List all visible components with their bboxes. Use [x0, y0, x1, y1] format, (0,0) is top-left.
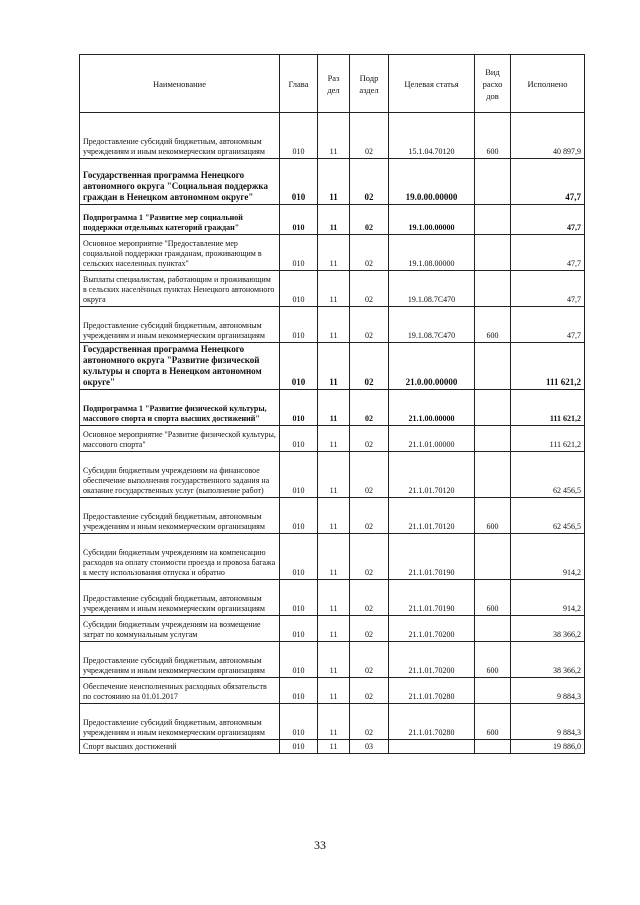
row-kind: 600: [475, 580, 511, 616]
row-kind: [475, 740, 511, 754]
row-chapter: 010: [280, 113, 318, 159]
row-subsection: 02: [350, 271, 389, 307]
table-row: [80, 534, 585, 580]
table-row: [80, 498, 585, 534]
row-section: 11: [318, 616, 350, 642]
row-target: 19.1.08.7С470: [389, 271, 475, 307]
row-kind: [475, 343, 511, 390]
row-kind: [475, 534, 511, 580]
row-chapter: 010: [280, 704, 318, 740]
row-section: 11: [318, 704, 350, 740]
row-executed: 47,7: [511, 307, 585, 343]
row-target: 21.1.01.70200: [389, 616, 475, 642]
row-kind: 600: [475, 307, 511, 343]
row-name: Предоставление субсидий бюджетным, автономным учреждениям и иным некоммерческим организациям: [80, 113, 280, 159]
row-chapter: 010: [280, 390, 318, 426]
row-executed: 47,7: [511, 271, 585, 307]
table-row: [80, 740, 585, 754]
header-target: Целевая статья: [389, 55, 475, 113]
row-executed: 38 366,2: [511, 642, 585, 678]
row-section: 11: [318, 534, 350, 580]
row-executed: 914,2: [511, 534, 585, 580]
row-subsection: 02: [350, 678, 389, 704]
row-section: 11: [318, 113, 350, 159]
row-chapter: 010: [280, 159, 318, 205]
row-section: 11: [318, 452, 350, 498]
row-section: 11: [318, 426, 350, 452]
row-subsection: 02: [350, 642, 389, 678]
row-subsection: 02: [350, 704, 389, 740]
header-section: Раз дел: [318, 55, 350, 113]
row-executed: 62 456,5: [511, 452, 585, 498]
row-target: 21.1.01.70280: [389, 704, 475, 740]
row-section: 11: [318, 580, 350, 616]
row-kind: [475, 390, 511, 426]
row-name: Выплаты специалистам, работающим и проживающим в сельских населённых пунктах Ненецкого автономного округа: [80, 271, 280, 307]
row-executed: 62 456,5: [511, 498, 585, 534]
row-section: 11: [318, 642, 350, 678]
row-subsection: 02: [350, 343, 389, 390]
row-chapter: 010: [280, 271, 318, 307]
row-subsection: 02: [350, 235, 389, 271]
table-row: [80, 113, 585, 159]
row-target: 21.1.01.70280: [389, 678, 475, 704]
budget-table: [79, 54, 585, 754]
row-chapter: 010: [280, 343, 318, 390]
row-name: Государственная программа Ненецкого автономного округа "Развитие физической культуры и спорта в Ненецком автономном округе": [80, 343, 280, 390]
row-subsection: 03: [350, 740, 389, 754]
row-executed: 19 886,0: [511, 740, 585, 754]
table-row: [80, 452, 585, 498]
row-section: 11: [318, 235, 350, 271]
row-subsection: 02: [350, 307, 389, 343]
row-target: 19.1.08.7С470: [389, 307, 475, 343]
table-row: [80, 426, 585, 452]
row-target: 21.1.01.70200: [389, 642, 475, 678]
table-row: [80, 307, 585, 343]
row-executed: 40 897,9: [511, 113, 585, 159]
row-name: Основное мероприятие "Предоставление мер социальной поддержки гражданам, проживающим в сельских населенных пунктах": [80, 235, 280, 271]
row-target: 19.1.00.00000: [389, 205, 475, 235]
row-section: 11: [318, 390, 350, 426]
row-section: 11: [318, 498, 350, 534]
row-chapter: 010: [280, 642, 318, 678]
row-kind: 600: [475, 498, 511, 534]
header-executed: Исполнено: [511, 55, 585, 113]
row-name: Субсидии бюджетным учреждениям на возмещение затрат по коммунальным услугам: [80, 616, 280, 642]
row-subsection: 02: [350, 534, 389, 580]
row-target: 21.1.01.70120: [389, 498, 475, 534]
row-target: 21.1.01.70190: [389, 534, 475, 580]
row-kind: [475, 235, 511, 271]
row-executed: 9 884,3: [511, 704, 585, 740]
row-kind: [475, 159, 511, 205]
row-target: 19.0.00.00000: [389, 159, 475, 205]
table-row: [80, 271, 585, 307]
row-subsection: 02: [350, 390, 389, 426]
row-executed: 38 366,2: [511, 616, 585, 642]
row-chapter: 010: [280, 498, 318, 534]
row-subsection: 02: [350, 426, 389, 452]
table-row: [80, 704, 585, 740]
row-name: Предоставление субсидий бюджетным, автономным учреждениям и иным некоммерческим организациям: [80, 642, 280, 678]
row-name: Подпрограмма 1 "Развитие мер социальной поддержки отдельных категорий граждан": [80, 205, 280, 235]
row-executed: 47,7: [511, 235, 585, 271]
row-executed: 111 621,2: [511, 343, 585, 390]
row-kind: 600: [475, 642, 511, 678]
row-kind: [475, 426, 511, 452]
row-chapter: 010: [280, 616, 318, 642]
header-chapter: Глава: [280, 55, 318, 113]
row-target: 21.1.01.70120: [389, 452, 475, 498]
row-executed: 111 621,2: [511, 426, 585, 452]
row-kind: [475, 205, 511, 235]
table-row: [80, 678, 585, 704]
row-subsection: 02: [350, 113, 389, 159]
row-executed: 111 621,2: [511, 390, 585, 426]
table-row: [80, 580, 585, 616]
row-subsection: 02: [350, 498, 389, 534]
row-chapter: 010: [280, 534, 318, 580]
row-executed: 914,2: [511, 580, 585, 616]
row-name: Субсидии бюджетным учреждениям на компенсацию расходов на оплату стоимости проезда и провоза багажа к месту использования отпуска и обратно: [80, 534, 280, 580]
row-name: Обеспечение неисполненных расходных обязательств по состоянию на 01.01.2017: [80, 678, 280, 704]
row-target: [389, 740, 475, 754]
row-section: 11: [318, 307, 350, 343]
row-name: Предоставление субсидий бюджетным, автономным учреждениям и иным некоммерческим организациям: [80, 580, 280, 616]
row-section: 11: [318, 205, 350, 235]
row-name: Основное мероприятие "Развитие физической культуры, массового спорта": [80, 426, 280, 452]
row-target: 21.1.00.00000: [389, 390, 475, 426]
row-kind: [475, 616, 511, 642]
row-kind: 600: [475, 113, 511, 159]
row-target: 15.1.04.70120: [389, 113, 475, 159]
row-section: 11: [318, 271, 350, 307]
row-chapter: 010: [280, 678, 318, 704]
row-name: Предоставление субсидий бюджетным, автономным учреждениям и иным некоммерческим организациям: [80, 307, 280, 343]
row-target: 19.1.08.00000: [389, 235, 475, 271]
row-section: 11: [318, 740, 350, 754]
table-row: [80, 390, 585, 426]
row-chapter: 010: [280, 426, 318, 452]
row-name: Предоставление субсидий бюджетным, автономным учреждениям и иным некоммерческим организациям: [80, 704, 280, 740]
row-name: Государственная программа Ненецкого автономного округа "Социальная поддержка граждан в Ненецком автономном округе": [80, 159, 280, 205]
row-chapter: 010: [280, 205, 318, 235]
row-name: Субсидии бюджетным учреждениям на финансовое обеспечение выполнения государственного задания на оказание государственных услуг (выполнение работ): [80, 452, 280, 498]
header-name: Наименование: [80, 55, 280, 113]
row-name: Подпрограмма 1 "Развитие физической культуры, массового спорта и спорта высших достижений": [80, 390, 280, 426]
header-kind: Вид расхо дов: [475, 55, 511, 113]
row-section: 11: [318, 678, 350, 704]
header-subsection: Подр аздел: [350, 55, 389, 113]
table-row: [80, 235, 585, 271]
row-kind: [475, 678, 511, 704]
row-executed: 47,7: [511, 159, 585, 205]
row-section: 11: [318, 343, 350, 390]
row-subsection: 02: [350, 616, 389, 642]
row-chapter: 010: [280, 740, 318, 754]
row-subsection: 02: [350, 452, 389, 498]
page-number: 33: [314, 838, 326, 852]
row-target: 21.1.01.70190: [389, 580, 475, 616]
row-executed: 9 884,3: [511, 678, 585, 704]
row-name: Спорт высших достижений: [80, 740, 280, 754]
row-target: 21.0.00.00000: [389, 343, 475, 390]
row-subsection: 02: [350, 580, 389, 616]
row-section: 11: [318, 159, 350, 205]
row-subsection: 02: [350, 205, 389, 235]
row-subsection: 02: [350, 159, 389, 205]
row-target: 21.1.01.00000: [389, 426, 475, 452]
row-kind: 600: [475, 704, 511, 740]
row-chapter: 010: [280, 307, 318, 343]
row-kind: [475, 271, 511, 307]
row-executed: 47,7: [511, 205, 585, 235]
table-row: [80, 343, 585, 390]
row-kind: [475, 452, 511, 498]
table-row: [80, 205, 585, 235]
table-row: [80, 159, 585, 205]
row-name: Предоставление субсидий бюджетным, автономным учреждениям и иным некоммерческим организациям: [80, 498, 280, 534]
row-chapter: 010: [280, 452, 318, 498]
table-row: [80, 642, 585, 678]
row-chapter: 010: [280, 235, 318, 271]
row-chapter: 010: [280, 580, 318, 616]
table-header-row: [80, 55, 585, 113]
table-row: [80, 616, 585, 642]
